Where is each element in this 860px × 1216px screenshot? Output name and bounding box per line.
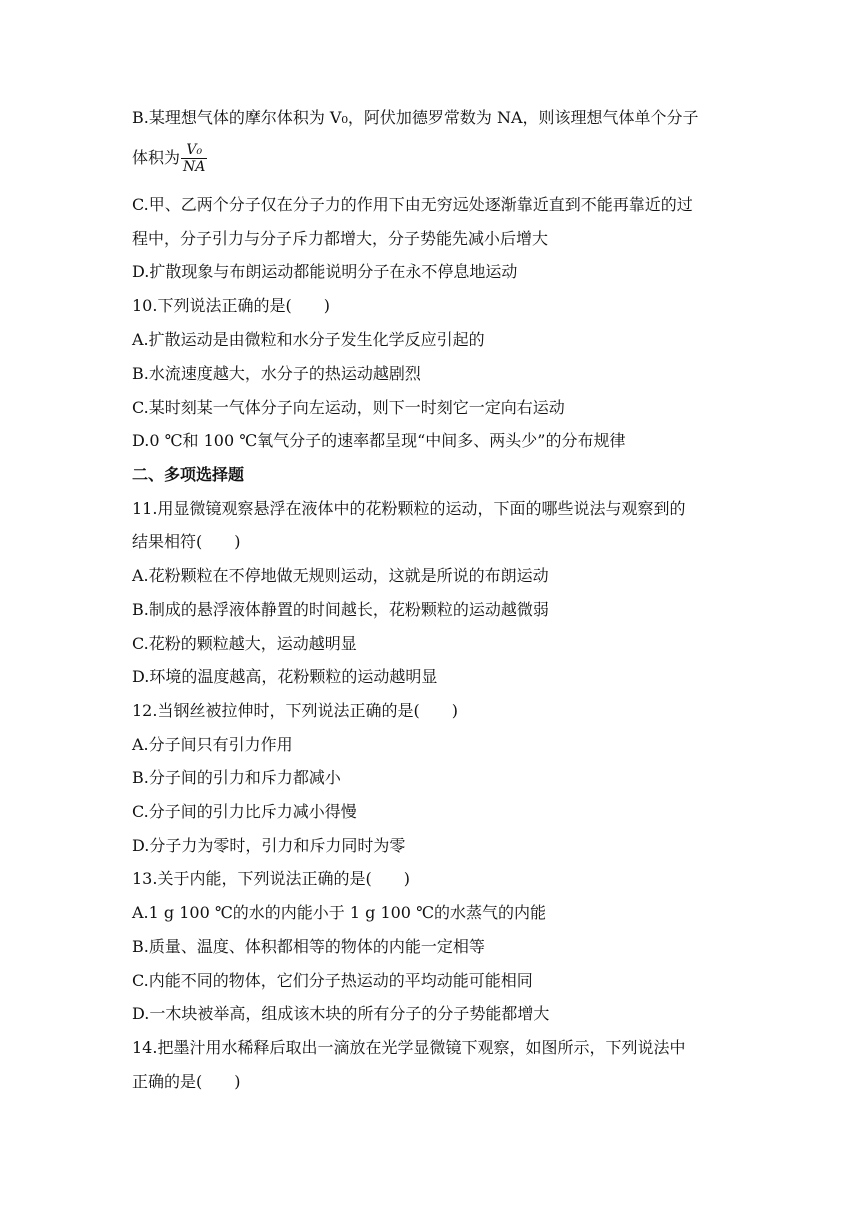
q11-option-b: B.制成的悬浮液体静置的时间越长，花粉颗粒的运动越微弱 xyxy=(132,600,549,619)
question-14-line1: 14.把墨汁用水稀释后取出一滴放在光学显微镜下观察，如图所示，下列说法中 xyxy=(132,1038,686,1057)
q11-option-a: A.花粉颗粒在不停地做无规则运动，这就是所说的布朗运动 xyxy=(132,566,549,585)
q12-option-a: A.分子间只有引力作用 xyxy=(132,735,293,754)
q12-option-c: C.分子间的引力比斥力减小得慢 xyxy=(132,802,357,821)
question-14-line2: 正确的是( ) xyxy=(132,1072,241,1091)
question-13: 13.关于内能，下列说法正确的是( ) xyxy=(132,869,410,888)
q9-option-d: D.扩散现象与布朗运动都能说明分子在永不停息地运动 xyxy=(132,262,518,281)
q12-option-d: D.分子力为零时，引力和斥力同时为零 xyxy=(132,836,406,855)
q9-option-b-prefix: 体积为 xyxy=(132,148,181,167)
q10-option-d: D.0 ℃和 100 ℃氧气分子的速率都呈现“中间多、两头少”的分布规律 xyxy=(132,431,626,450)
q9-option-b-line2 xyxy=(132,142,207,175)
volume-fraction xyxy=(181,142,207,175)
fraction-denominator: NA xyxy=(183,159,206,175)
q13-option-c: C.内能不同的物体，它们分子热运动的平均动能可能相同 xyxy=(132,971,533,990)
q13-option-d: D.一木块被举高，组成该木块的所有分子的分子势能都增大 xyxy=(132,1004,550,1023)
section-title-multiple-choice: 二、多项选择题 xyxy=(132,465,245,484)
question-11-line1: 11.用显微镜观察悬浮在液体中的花粉颗粒的运动，下面的哪些说法与观察到的 xyxy=(132,499,686,518)
question-11-line2: 结果相符( ) xyxy=(132,532,241,551)
question-10: 10.下列说法正确的是( ) xyxy=(132,296,330,315)
q10-option-a: A.扩散运动是由微粒和水分子发生化学反应引起的 xyxy=(132,330,485,349)
q11-option-c: C.花粉的颗粒越大，运动越明显 xyxy=(132,634,357,653)
q12-option-b: B.分子间的引力和斥力都减小 xyxy=(132,768,341,787)
q9-option-c-line2: 程中，分子引力与分子斥力都增大，分子势能先减小后增大 xyxy=(132,229,549,248)
q10-option-b: B.水流速度越大，水分子的热运动越剧烈 xyxy=(132,364,421,383)
question-12: 12.当钢丝被拉伸时，下列说法正确的是( ) xyxy=(132,701,458,720)
fraction-numerator: V₀ xyxy=(181,142,207,159)
q13-option-b: B.质量、温度、体积都相等的物体的内能一定相等 xyxy=(132,937,485,956)
q9-option-c-line1: C.甲、乙两个分子仅在分子力的作用下由无穷远处逐渐靠近直到不能再靠近的过 xyxy=(132,195,693,214)
q13-option-a: A.1 g 100 ℃的水的内能小于 1 g 100 ℃的水蒸气的内能 xyxy=(132,903,546,922)
q10-option-c: C.某时刻某一气体分子向左运动，则下一时刻它一定向右运动 xyxy=(132,398,565,417)
q11-option-d: D.环境的温度越高，花粉颗粒的运动越明显 xyxy=(132,667,438,686)
q9-option-b-line1: B.某理想气体的摩尔体积为 V₀，阿伏加德罗常数为 NA，则该理想气体单个分子 xyxy=(132,108,699,127)
